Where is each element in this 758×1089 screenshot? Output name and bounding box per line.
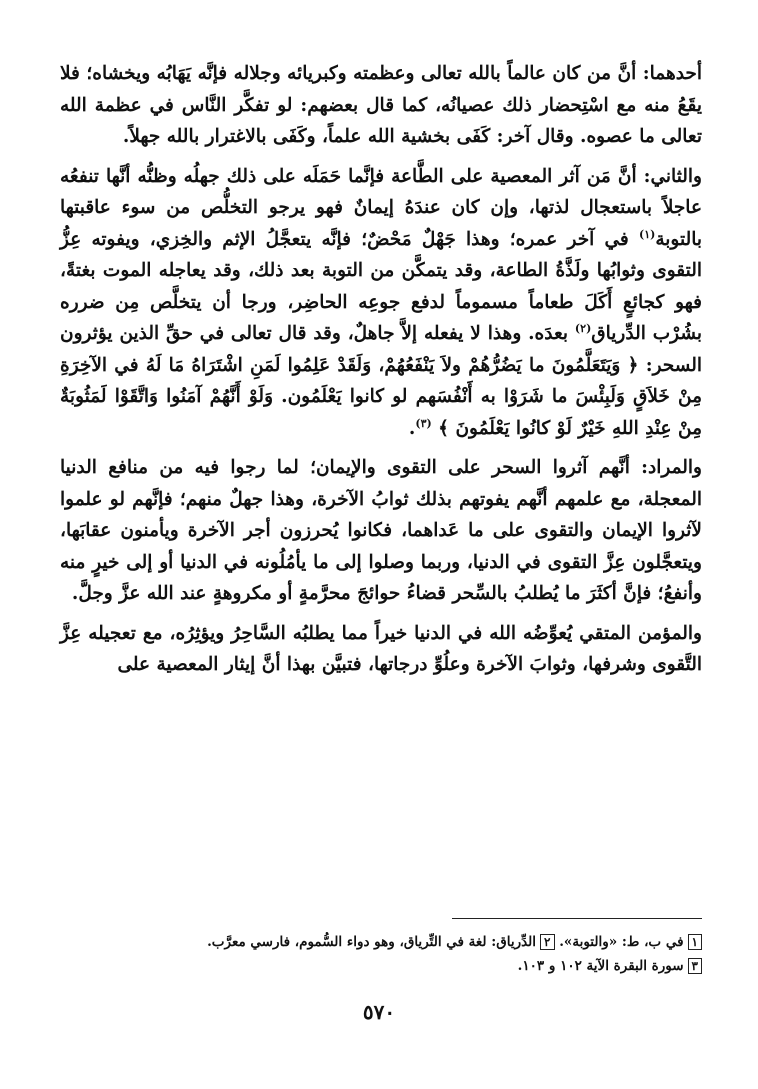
footnote-ref-2: (٢) bbox=[574, 321, 592, 335]
paragraph-believer: والمؤمن المتقي يُعوِّضُه الله في الدنيا خيراً مما يطلبُه السَّاحِرُ ويؤثِرُه، مع تعجيله عِزَّ التَّقوى وشرفها، وثوابَ الآخرة وعلُوِّ درجاتها، فتبيَّن بهذا أنَّ إيثار المعصية على bbox=[60, 622, 702, 675]
footnote-number: ٣ bbox=[688, 958, 702, 974]
paragraph-first-reason: أحدهما: أنَّ من كان عالماً بالله تعالى وعظمته وكبريائه وجلاله فإنَّه يَهَابُه ويخشاه؛ فلا يقَعُ منه مع اسْتِحضار ذلك عصيانُه، كما قال بعضهم: لو تفكَّر النَّاس في عظمة الله تعالى ما عصوه. وقال آخر: كَفَى بخشية الله علماً، وكَفَى بالاغترار بالله جهلاً. bbox=[60, 63, 702, 147]
book-page bbox=[60, 58, 702, 1058]
footnote-line-1 bbox=[60, 930, 702, 954]
footnote-number: ١ bbox=[688, 934, 702, 950]
footnote-text: في ب، ط: «والتوبة». bbox=[559, 934, 684, 950]
page-number: ٥٧٠ bbox=[362, 1000, 396, 1024]
footnote-divider bbox=[452, 918, 702, 919]
footnote-line-2 bbox=[60, 954, 702, 978]
footnote-text: الدِّرياق: لغة في التِّرياق، وهو دواء السُّموم، فارسي معرَّب. bbox=[207, 934, 537, 950]
footnote-text: سورة البقرة الآية ١٠٢ و ١٠٣. bbox=[517, 958, 684, 974]
footnotes bbox=[60, 930, 702, 978]
footnote-ref-3: (٣) bbox=[415, 416, 432, 430]
paragraph-second-reason: والثاني: أنَّ مَن آثر المعصية على الطَّاعة فإنَّما حَمَلَه على ذلك جهلُه وظنُّه أنَّها تنفعُه عاجلاً باستعجال لذتها، وإن كان عندَهُ إيمانٌ فهو يرجو التخلُّص من سوء عاقبتها بالتوبة$^{(١)}$ في آخر عمره؛ وهذا جَهْلٌ مَحْضٌ؛ فإنَّه يتعجَّلُ الإثم والخِزي، ويفوته عِزُّ التقوى وثوابُها ولَذَّةُ الطاعة، وقد يتمكَّن من التوبة بعد ذلك، وقد يعاجله الموت بغتةً، فهو كجائعٍ أَكَلَ طعاماً مسموماً لدفع جوعِه الحاضِر، ورجا أن يتخلَّص مِن ضرره بشُرْب الدِّرياق$^{(٢)}$ بعدَه. وهذا لا يفعله إلاَّ جاهلٌ، وقد قال تعالى في حقِّ الذين يؤثرون السحر: ﴿ وَيَتَعَلَّمُونَ ما يَضُرُّهُمْ ولاَ يَنْفَعُهُمْ، وَلَقَدْ عَلِمُوا لَمَنِ اشْتَرَاهُ مَا لَهُ في الآخِرَةِ مِنْ خَلاَقٍ وَلَبِئْسَ ما شَرَوْا به أَنْفُسَهم لو كانوا يَعْلَمُون. وَلَوْ أَنَّهُمْ آمَنُوا وَاتَّقَوْا لَمَثُوبَةٌ مِنْ عِنْدِ اللهِ خَيْرٌ لَوْ كانُوا يَعْلَمُونَ ﴾ $^{(٣)}$. bbox=[60, 165, 702, 439]
quran-verse: ﴿ وَيَتَعَلَّمُونَ ما يَضُرُّهُمْ ولاَ يَنْفَعُهُمْ، وَلَقَدْ عَلِمُوا لَمَنِ اشْتَرَاهُ مَا لَهُ في الآخِرَةِ مِنْ خَلاَقٍ وَلَبِئْسَ ما شَرَوْا به أَنْفُسَهم لو كانوا يَعْلَمُون. وَلَوْ أَنَّهُمْ آمَنُوا وَاتَّقَوْا لَمَثُوبَةٌ مِنْ عِنْدِ اللهِ خَيْرٌ لَوْ كانُوا يَعْلَمُونَ ﴾ bbox=[60, 354, 702, 439]
footnote-number: ٢ bbox=[540, 934, 554, 950]
paragraph-meaning: والمراد: أنَّهم آثروا السحر على التقوى والإيمان؛ لما رجوا فيه من منافع الدنيا المعجلة، مع علمهم أنَّهم يفوتهم بذلك ثوابُ الآخرة، وهذا جهلٌ منهم؛ فإنَّهم لو علموا لآثروا الإيمان والتقوى على ما عَداهما، فكانوا يُحرزون أجر الآخرة ويأمنون عقابَها، ويتعجَّلون عِزَّ التقوى في الدنيا، وربما وصلوا إلى ما يأمُلُونه في الدنيا أو إلى خيرٍ منه وأنفعُ؛ فإنَّ أكثَرَ ما يُطلبُ بالسِّحر قضاءُ حوائجَ محرَّمةٍ أو مكروهةٍ عند الله عزَّ وجلَّ. bbox=[60, 457, 702, 604]
footnote-ref-1: (١) bbox=[639, 227, 656, 241]
